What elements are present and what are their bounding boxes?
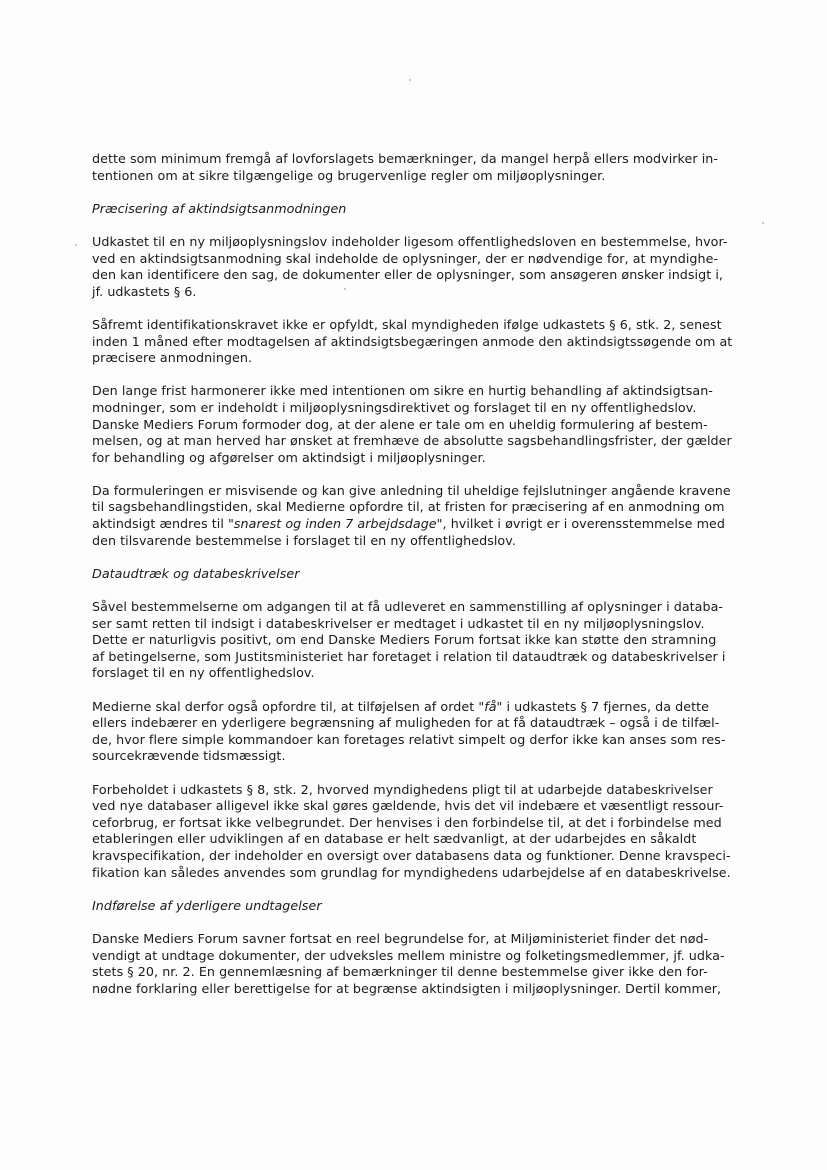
text-line: dette som minimum fremgå af lovforslagets bemærkninger, da mangel herpå ellers modvirker in- — [92, 151, 718, 166]
text-line: stets § 20, nr. 2. En gennemlæsning af bemærkninger til denne bestemmelse giver ikke den for- — [92, 964, 708, 980]
text-line: ved nye databaser alligevel ikke skal gøres gældende, hvis det vil indebære et væsentligt ressour- — [92, 798, 724, 814]
text-line: Udkastet til en ny miljøoplysningslov indeholder ligesom offentlighedsloven en bestemmelse, hvor- — [92, 233, 728, 249]
text-line: jf. udkastets § 6. — [92, 283, 197, 299]
heading-text: Indførelse af yderligere undtagelser — [92, 897, 322, 913]
text-line: præcisere anmodningen. — [92, 350, 253, 366]
section-heading — [92, 898, 757, 915]
paragraph — [92, 782, 757, 882]
text-line: modninger, som er indeholdt i miljøoplysningsdirektivet og forslaget til en ny offentlighedslov. — [92, 399, 697, 415]
text-line: melsen, og at man herved har ønsket at fremhæve de absolutte sagsbehandlingsfrister, der gælder — [92, 433, 732, 449]
text-line: Såvel bestemmelserne om adgangen til at få udleveret en sammenstilling af oplysninger i databa- — [92, 599, 724, 615]
paragraph — [92, 151, 757, 184]
paragraph — [92, 317, 757, 367]
section-heading — [92, 566, 757, 583]
text-line: ser samt retten til indsigt i databeskrivelser er medtaget i udkastet til en ny miljøoplysningslov. — [92, 615, 705, 631]
paragraph — [92, 483, 757, 549]
text-line: ellers indebærer en yderligere begrænsning af muligheden for at få dataudtræk – også i de tilfæl- — [92, 715, 720, 731]
text-line: fikation kan således anvendes som grundlag for myndighedens udarbejdelse af en databeskrivelse. — [92, 864, 731, 880]
text-line: ved en aktindsigtsanmodning skal indeholde de oplysninger, der er nødvendige for, at myndighe- — [92, 250, 719, 266]
text-run: aktindsigt ændres til — [92, 516, 229, 532]
text-run: Medierne skal derfor også opfordre til, at tilføjelsen af ordet — [92, 698, 479, 714]
scan-speck — [762, 222, 764, 224]
section-heading — [92, 201, 757, 218]
text-line: den kan identificere den sag, de dokumenter eller de oplysninger, som ansøgeren ønsker indsigt i, — [92, 267, 723, 283]
text-run: i udkastets § 7 fjernes, da dette — [502, 698, 710, 714]
emphasis-text: "få" — [478, 698, 503, 714]
paragraph — [92, 599, 757, 682]
text-line: af betingelserne, som Justitsministeriet har foretaget i relation til dataudtræk og databeskrivelser i — [92, 648, 726, 664]
paragraph — [92, 931, 757, 997]
emphasis-text: "snarest og inden 7 arbejdsdage" — [228, 516, 443, 532]
text-line: etableringen eller udviklingen af en database er helt sædvanligt, at der udarbejdes en såkaldt — [92, 831, 697, 847]
paragraph — [92, 383, 757, 466]
text-line: den tilsvarende bestemmelse i forslaget til en ny offentlighedslov. — [92, 532, 516, 548]
text-line: for behandling og afgørelser om aktindsigt i miljøoplysninger. — [92, 449, 486, 465]
text-line: forslaget til en ny offentlighedslov. — [92, 665, 315, 681]
text-line: sourcekrævende tidsmæssigt. — [92, 748, 286, 764]
text-line: inden 1 måned efter modtagelsen af aktindsigtsbegæringen anmode den aktindsigtssøgende om at — [92, 333, 733, 349]
text-line: Danske Mediers Forum savner fortsat en reel begrundelse for, at Miljøministeriet finder det nød- — [92, 930, 709, 946]
text-line: Dette er naturligvis positivt, om end Danske Mediers Forum fortsat ikke kan støtte den stramning — [92, 632, 717, 648]
text-line: Danske Mediers Forum formoder dog, at der alene er tale om en uheldig formulering af bestem- — [92, 416, 708, 432]
heading-text: Dataudtræk og databeskrivelser — [92, 565, 300, 581]
scan-speck — [409, 79, 411, 81]
text-line: vendigt at undtage dokumenter, der udveksles mellem ministre og folketingsmedlemmer, jf. udka- — [92, 947, 725, 963]
text-line-mixed — [92, 699, 757, 716]
text-line: til sagsbehandlingstiden, skal Medierne opfordre til, at fristen for præcisering af en anmodning om — [92, 499, 725, 515]
text-line: Forbeholdet i udkastets § 8, stk. 2, hvorved myndighedens pligt til at udarbejde databeskrivelser — [92, 781, 713, 797]
text-line: ceforbrug, er fortsat ikke velbegrundet. Der henvises i den forbindelse til, at det i forbindelse med — [92, 814, 722, 830]
text-line: nødne forklaring eller berettigelse for at begrænse aktindsigten i miljøoplysninger. Dertil kommer, — [92, 980, 722, 996]
paragraph — [92, 234, 757, 300]
text-line: Da formuleringen er misvisende og kan give anledning til uheldige fejlslutninger angående kravene — [92, 482, 731, 498]
text-line: tentionen om at sikre tilgængelige og brugervenlige regler om miljøoplysninger. — [92, 167, 606, 183]
heading-text: Præcisering af aktindsigtsanmodningen — [92, 200, 347, 216]
scan-speck — [75, 244, 77, 246]
text-run: , hvilket i øvrigt er i overensstemmelse med — [442, 516, 725, 532]
paragraph — [92, 699, 757, 765]
text-line: Den lange frist harmonerer ikke med intentionen om sikre en hurtig behandling af aktindsigtsan- — [92, 383, 713, 399]
text-line: kravspecifikation, der indeholder en oversigt over databasens data og funktioner. Denne kravspeci- — [92, 847, 731, 863]
text-line-mixed — [92, 516, 757, 533]
text-line: Såfremt identifikationskravet ikke er opfyldt, skal myndigheden ifølge udkastets § 6, stk. 2, senest — [92, 316, 722, 332]
text-line: de, hvor flere simple kommandoer kan foretages relativt simpelt og derfor ikke kan anses som res- — [92, 731, 726, 747]
document-body — [92, 151, 757, 1014]
